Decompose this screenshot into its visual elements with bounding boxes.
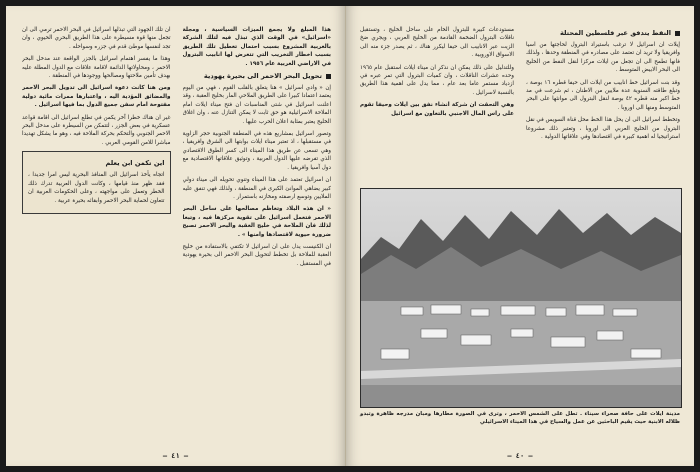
emphasis-paragraph: ومن هنا كانت دعوة اسرائيل الى تدويل البحر الاحمر والمضائق المؤدية اليه ، واعتبارها ممرات مائية دولية مفتوحة امام سفن جميع الدول بما فيها اسرائيل . — [22, 85, 171, 109]
left-page-column-left — [22, 26, 171, 448]
paragraph: مستودعات كبيرة للبترول الخام على ساحل الخليج ، وتستقبل ناقلات البترول الضخمة القادمة من الخليج العربي ، ويجري ضخ الزيت عبر الانابيب الى حيفا ليكرر هناك ، ثم يصدر جزء منه الى الاسواق الاوروبية . — [360, 27, 514, 59]
sidebar-box — [22, 151, 171, 214]
paragraph: ان اسرائيل تعتمد على هذا الميناء وتنوي تحويله الى ميناء دولي كبير يضاهي الموانئ الكبرى في المنطقة ، ولذلك فهي تنفق عليه الملايين وتوسع ارصفته ومخازنه باستمرار . — [182, 177, 331, 200]
paragraph: وللتدليل على ذلك يمكن ان نذكر ان ميناء ايلات استقبل عام ١٩٦٥ وحده عشرات الناقلات ، وان كميات البترول التي تمر عبره في ازدياد مستمر عاما بعد عام ، مما يدل على اهمية هذا الطريق بالنسبة لاسرائيل . — [360, 64, 514, 96]
paragraph: غير ان هناك خطرا آخر يكمن في تطلع اسرائيل الى اقامة قواعد عسكرية في بعض الجزر ، لتتمكن من السيطرة على مدخل البحر الاحمر الجنوبي والتحكم بحركة الملاحة فيه ، وهو ما يشكل تهديدا مباشرا للامن القومي العربي . — [22, 114, 171, 146]
page-number-right: — ٤٠ — — [507, 452, 533, 460]
heading-text: تحويل البحر الاحمر الى بحيرة يهودية — [203, 72, 322, 81]
photo-caption: مدينة ايلات على حافة صحراء سيناء . تطل على الشمس الاحمر ، وترى في الصورة مطارها ومبان مدرجه ظاهرة وتبدو ظلاله الابنية حيث يقيم الباحثين عن عمل والسياح في هذا الميناء الاسرائيلي — [360, 411, 680, 425]
section-heading — [183, 72, 332, 81]
quote-paragraph: « ان هذه البلاد وتعاظم مصالحها على ساحل البحر الاحمر فتعمل اسرائيل على تقوية مركزها فيه ، وتبعا لذلك فان الملاحة في خليج العقبة والبحر الاحمر تصبح ضرورة حيوية لاقتصادها وامنها » . — [182, 206, 331, 238]
box-title-text: اين تكمن ابن يعلم — [105, 159, 165, 168]
section-heading — [526, 29, 680, 38]
heading-bullet-icon — [675, 31, 680, 36]
paragraph: وقد بنت اسرائيل خط انابيب من ايلات الى حيفا قطره ١٦ بوصة ، وتبلغ طاقته السنوية عدة ملايين من الاطنان ، ثم شرعت في مد خط اكبر منه قطره ٤٢ بوصة لنقل البترول الى موانئها على البحر المتوسط ومنها الى اوروبا . — [526, 79, 680, 111]
right-page — [346, 6, 694, 466]
left-page-columns — [22, 26, 331, 448]
eilat-photo — [360, 188, 682, 408]
paragraph: وتصور اسرائيل بمشاريع هذه في المنطقة الجنوبية حجر الزاوية في مستقبلها ، اذ تعتبر ميناء ايلات بوابتها الى الشرق وافريقيا ، وهي تسعى عن طريق هذا الميناء الى كسر الطوق الاقتصادي الذي تفرضه عليها الدول العربية ، وتوثيق علاقاتها الاقتصادية مع دول آسيا وافريقيا . — [182, 131, 331, 171]
magazine-spread — [6, 6, 694, 466]
paragraph: وهذا ما يفسر اهتمام اسرائيل بالجزر الواقعة عند مدخل البحر الاحمر ، ومحاولاتها الدائمة لاقامة علاقات مع الدول المطلة عليه بهدف تأمين ملاحتها ومصالحها ووجودها في المنطقة . — [22, 56, 171, 80]
heading-bullet-icon — [326, 74, 331, 79]
paragraph: إيلات ان اسرائيل لا ترغب باستيراد البترول لحاجتها من اسيا وافريقيا ولا تريد ان تعتمد على مصادره في المنطقة وحدها ، ولذلك فانها تطمح الى ان تجعل من ايلات مركزا لنقل النفط من الخليج الى البحر الابيض المتوسط . — [526, 42, 680, 74]
emphasis-paragraph: وهي التحقت ان شركة انشاء نفق بين ايلات وحيفا تقوم على راس المال الاجنبي بالتعاون مع اسرائيل — [360, 102, 514, 117]
left-page-column-right — [183, 26, 332, 448]
lead-paragraph: هذا المبلغ ولا يجمع الميزات السياسية ، ومجلة «اسرائيل» في الوقت الذي تبذل فيه لتلك الشركة بالعربية المشروع بسبب احتمال تعطيل تلك الطريق بسبب اخطار التخريب التي تتعرض لها انابيب البترول في الاراضي العربية عام ١٩٥٦ . — [182, 27, 331, 67]
paragraph: وتخطط اسرائيل الى ان يحل هذا الخط محل قناة السويس في نقل البترول من الخليج العربي الى اوروبا ، وتعتبر ذلك مشروعا استراتيجيا له اهمية كبيرة في اقتصادها وفي علاقاتها الدولية . — [526, 117, 680, 141]
paragraph: ان تلك الجهود التي تبذلها اسرائيل في البحر الاحمر ترمي الى ان تجعل منها قوة مسيطرة على هذا الطريق البحري الحيوي ، وان تجد لنفسها موطئ قدم في جزره وسواحله . — [22, 27, 171, 50]
paragraph: إن « وادي اسرائيل » هنا يتعلق بالقلب القوم ، فهي من اليوم يعتمد اعتمادا كبيرا على الطريق الملاحي المار بخليج العقبة ، وقد اعلنت اسرائيل في شتى المناسبات ان فتح ميناء ايلات امام الملاحة الاسرائيلية هو حق ثابت لا يمكن التنازل عنه ، وان اغلاق الخليج يعتبر بمثابة اعلان الحرب عليها . — [182, 85, 331, 125]
box-title — [28, 159, 165, 168]
left-page — [6, 6, 346, 466]
box-text: اتجاه يأخذ اسرائيل الى المنافذ البحرية ليس امرا جديدا ، فقد ظهر منذ قيامها ، وكانت الدول العربية تدرك ذلك الخطر وتعمل على مواجهته ، وعلى الحكومات العربية ان تتعاون لحماية البحر الاحمر وابقائه بحيرة عربية . — [28, 172, 165, 204]
heading-text: النفط يتدفق عبر فلسطين المحتلة — [559, 29, 671, 37]
photo-frame — [360, 188, 680, 408]
page-number-left: — ٤١ — — [162, 452, 189, 460]
photo-block — [360, 184, 680, 426]
paragraph: ان الكنيست يدل على ان اسرائيل لا تكتفي بالاستفادة من خليج العقبة للملاحة بل تخطط لتحويل البحر الاحمر الى بحيرة يهودية في المستقبل . — [182, 243, 331, 267]
